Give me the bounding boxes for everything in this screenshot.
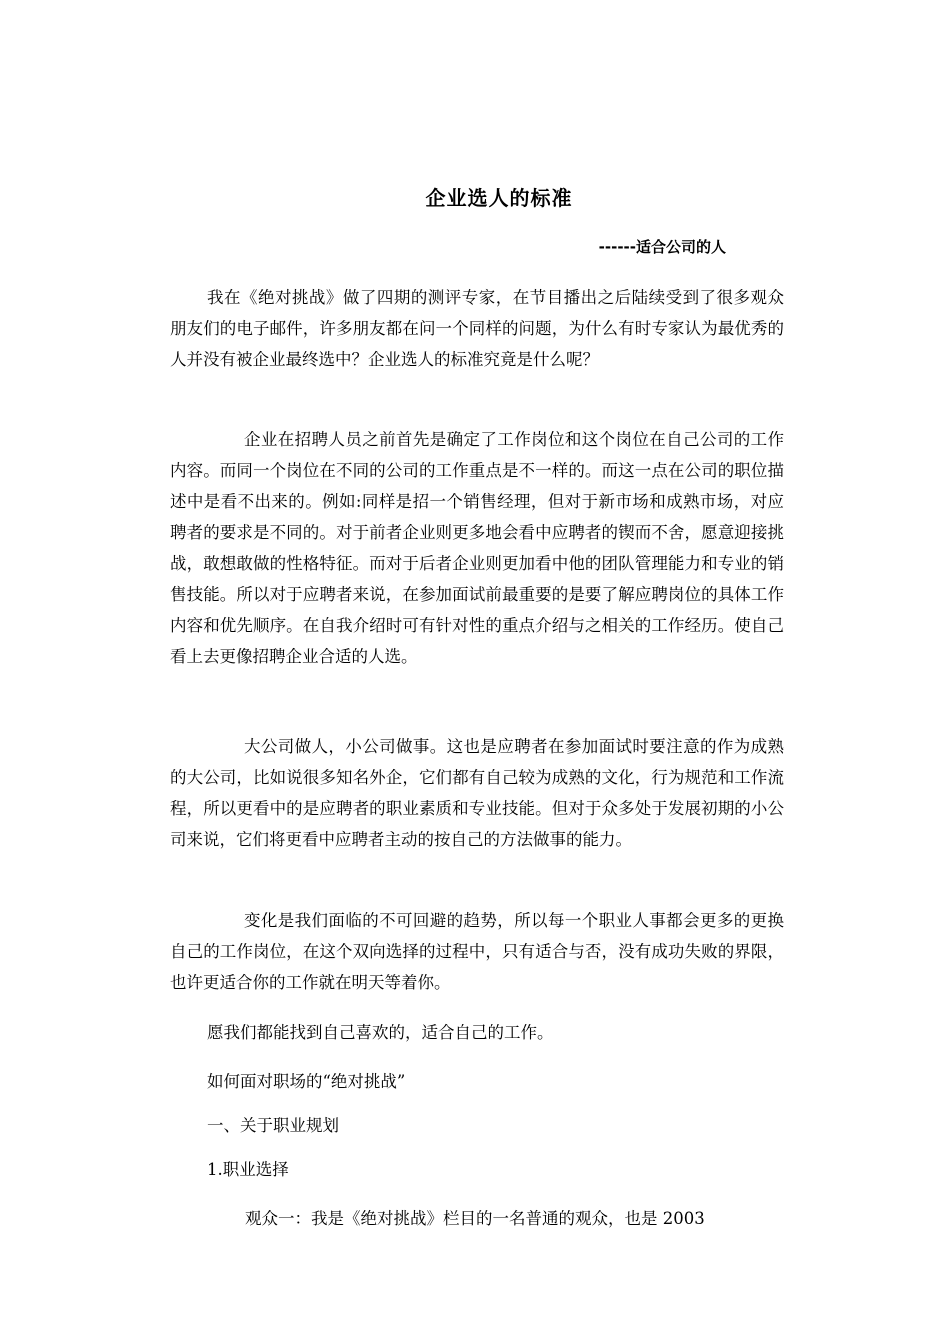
section-heading: 如何面对职场的“绝对挑战”: [207, 1072, 406, 1091]
closing-line: 愿我们都能找到自己喜欢的，适合自己的工作。: [207, 1023, 554, 1042]
paragraph-company-size: 大公司做人，小公司做事。这也是应聘者在参加面试时要注意的作为成熟的大公司，比如说很多知名外企，它们都有自己较为成熟的文化，行为规范和工作流程，所以更看中的是应聘者的职业素质和专业技能。但对于众多处于发展初期的小公司来说，它们将更看中应聘者主动的按自己的方法做事的能力。: [170, 737, 784, 849]
paragraph-change: 变化是我们面临的不可回避的趋势，所以每一个职业人事都会更多的更换自己的工作岗位，在这个双向选择的过程中，只有适合与否，没有成功失败的界限，也许更适合你的工作就在明天等着你。: [170, 911, 784, 992]
subsection-heading: 一、关于职业规划: [207, 1116, 339, 1135]
document-title: 企业选人的标准: [425, 186, 573, 210]
paragraph-intro: 我在《绝对挑战》做了四期的测评专家，在节目播出之后陆续受到了很多观众朋友们的电子邮件，许多朋友都在问一个同样的问题，为什么有时专家认为最优秀的人并没有被企业最终选中？企业选人的标准究竟是什么呢？: [170, 288, 784, 369]
document-subtitle: ------适合公司的人: [598, 238, 726, 256]
paragraph-job-content: 企业在招聘人员之前首先是确定了工作岗位和这个岗位在自己公司的工作内容。而同一个岗位在不同的公司的工作重点是不一样的。而这一点在公司的职位描述中是看不出来的。例如:同样是招一个销售经理，但对于新市场和成熟市场，对应聘者的要求是不同的。对于前者企业则更多地会看中应聘者的锲而不舍，愿意迎接挑战，敢想敢做的性格特征。而对于后者企业则更加看中他的团队管理能力和专业的销售技能。所以对于应聘者来说，在参加面试前最重要的是要了解应聘岗位的具体工作内容和优先顺序。在自我介绍时可有针对性的重点介绍与之相关的工作经历。使自己看上去更像招聘企业合适的人选。: [170, 430, 784, 666]
audience-line: 观众一：我是《绝对挑战》栏目的一名普通的观众，也是 2003: [245, 1209, 705, 1228]
item-heading: 1.职业选择: [207, 1160, 289, 1179]
